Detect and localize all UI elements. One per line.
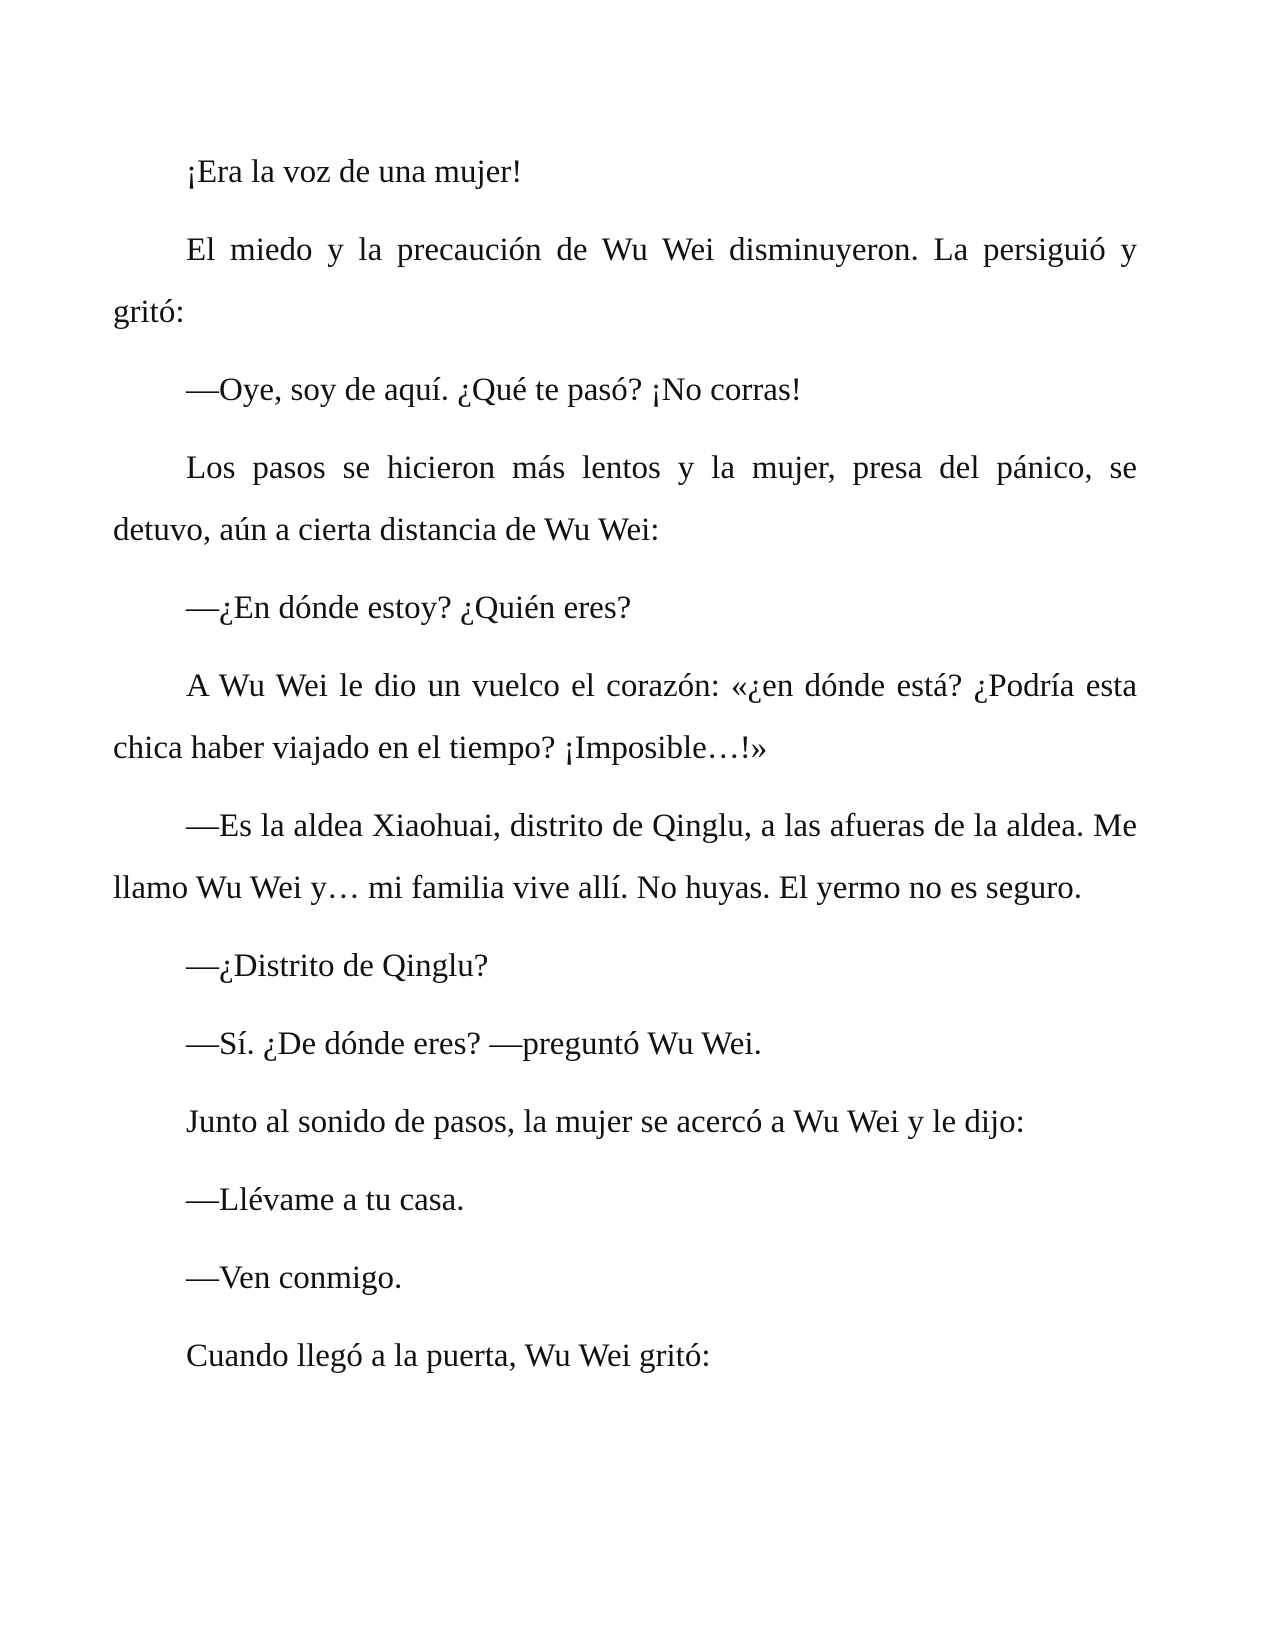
paragraph-8: —¿Distrito de Qinglu?: [186, 948, 489, 984]
paragraph-1: ¡Era la voz de una mujer!: [186, 154, 523, 190]
paragraph-7: —Es la aldea Xiaohuai, distrito de Qinglu, a las afueras de la aldea. Me llamo Wu Wei y… mi familia vive allí. No huyas. El yermo no es seguro.: [113, 808, 1137, 906]
paragraph-11: —Llévame a tu casa.: [186, 1182, 465, 1218]
paragraph-3: —Oye, soy de aquí. ¿Qué te pasó? ¡No corras!: [186, 372, 802, 408]
paragraph-5: —¿En dónde estoy? ¿Quién eres?: [186, 590, 632, 626]
paragraph-10: Junto al sonido de pasos, la mujer se acercó a Wu Wei y le dijo:: [186, 1104, 1025, 1140]
paragraph-13: Cuando llegó a la puerta, Wu Wei gritó:: [186, 1338, 711, 1374]
paragraph-4: Los pasos se hicieron más lentos y la mujer, presa del pánico, se detuvo, aún a cierta distancia de Wu Wei:: [113, 450, 1137, 548]
paragraph-2: El miedo y la precaución de Wu Wei disminuyeron. La persiguió y gritó:: [113, 232, 1137, 330]
paragraph-12: —Ven conmigo.: [186, 1260, 403, 1296]
paragraph-6: A Wu Wei le dio un vuelco el corazón: «¿en dónde está? ¿Podría esta chica haber viajado en el tiempo? ¡Imposible…!»: [113, 668, 1137, 766]
paragraph-9: —Sí. ¿De dónde eres? —preguntó Wu Wei.: [186, 1026, 762, 1062]
body-text: [113, 141, 1137, 1403]
